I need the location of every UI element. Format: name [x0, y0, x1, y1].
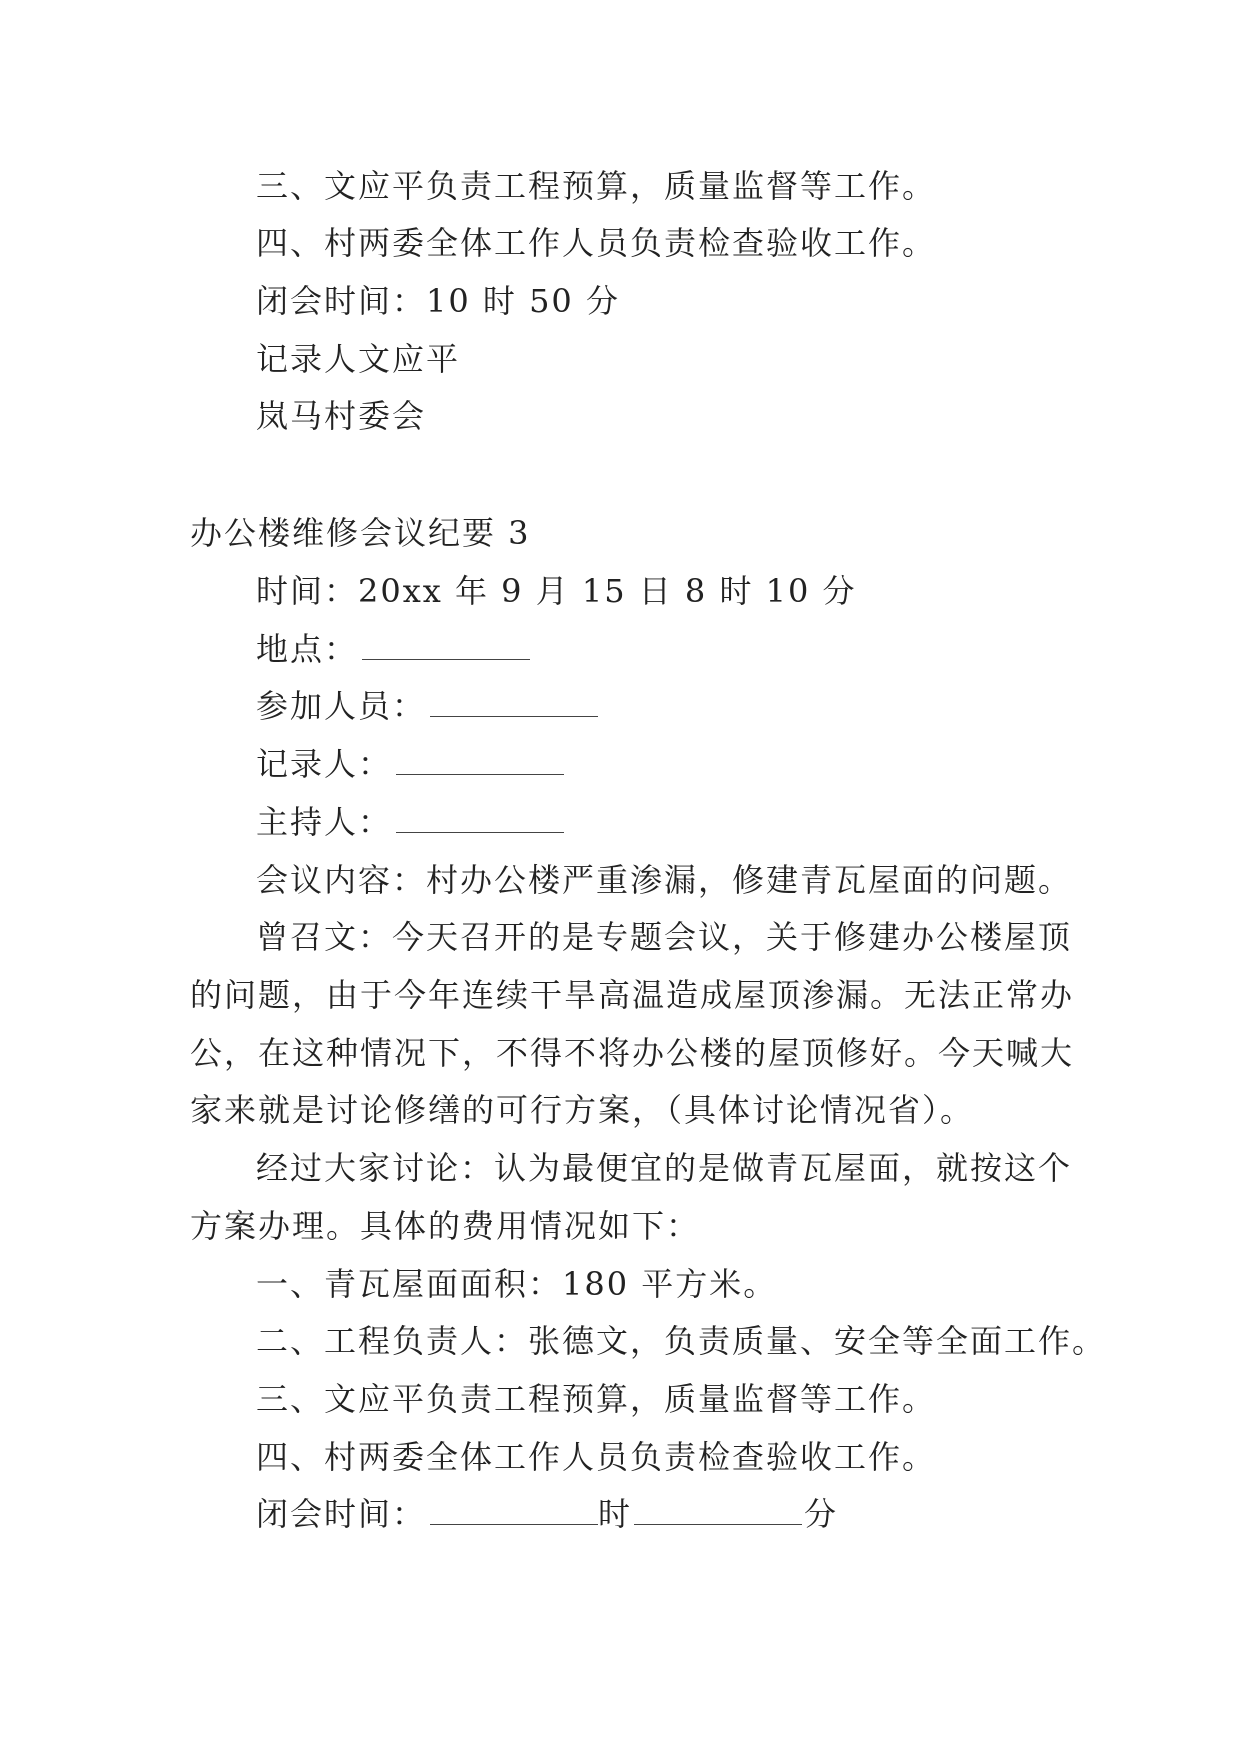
cost-item-4: 四、村两委全体工作人员负责检查验收工作。: [256, 1438, 937, 1476]
discussion-line-1: 经过大家讨论：认为最便宜的是做青瓦屋面，就按这个: [256, 1149, 1073, 1187]
close-hour-blank[interactable]: [430, 1496, 598, 1525]
meeting-content: 会议内容：村办公楼严重渗漏，修建青瓦屋面的问题。: [256, 861, 1073, 899]
section-title: 办公楼维修会议纪要 3: [190, 514, 531, 552]
close-time-label: 闭会时间：: [256, 1495, 427, 1533]
close-minute-unit: 分: [804, 1495, 839, 1533]
speech-line-2: 的问题，由于今年连续干旱高温造成屋顶渗漏。无法正常办: [190, 976, 1075, 1014]
top-close-time: 闭会时间：10 时 50 分: [256, 282, 620, 320]
cost-item-2: 二、工程负责人：张德文，负责质量、安全等全面工作。: [256, 1322, 1107, 1360]
place-row: [256, 629, 530, 669]
top-organization: 岚马村委会: [256, 397, 427, 435]
attendees-label: 参加人员：: [256, 687, 427, 725]
top-item-4: 四、村两委全体工作人员负责检查验收工作。: [256, 224, 937, 262]
place-label: 地点：: [256, 630, 359, 668]
attendees-row: [256, 686, 598, 726]
close-time-row: [256, 1494, 838, 1534]
speech-line-1: 曾召文：今天召开的是专题会议，关于修建办公楼屋顶: [256, 918, 1073, 956]
cost-item-3: 三、文应平负责工程预算，质量监督等工作。: [256, 1380, 937, 1418]
speech-line-4: 家来就是讨论修缮的可行方案，（具体讨论情况省）。: [190, 1091, 975, 1129]
place-blank[interactable]: [362, 631, 530, 660]
recorder-label: 记录人：: [256, 745, 393, 783]
discussion-line-2: 方案办理。具体的费用情况如下：: [190, 1207, 701, 1245]
close-minute-blank[interactable]: [634, 1496, 802, 1525]
attendees-blank[interactable]: [430, 688, 598, 717]
host-label: 主持人：: [256, 803, 393, 841]
recorder-row: [256, 744, 564, 784]
top-recorder: 记录人文应平: [256, 340, 461, 378]
close-hour-unit: 时: [598, 1495, 633, 1533]
host-blank[interactable]: [396, 804, 564, 833]
top-item-3: 三、文应平负责工程预算，质量监督等工作。: [256, 167, 937, 205]
cost-item-1: 一、青瓦屋面面积：180 平方米。: [256, 1265, 778, 1303]
host-row: [256, 802, 564, 842]
recorder-blank[interactable]: [396, 746, 564, 775]
speech-line-3: 公，在这种情况下，不得不将办公楼的屋顶修好。今天喊大: [190, 1034, 1075, 1072]
meeting-time: 时间：20xx 年 9 月 15 日 8 时 10 分: [256, 572, 857, 610]
